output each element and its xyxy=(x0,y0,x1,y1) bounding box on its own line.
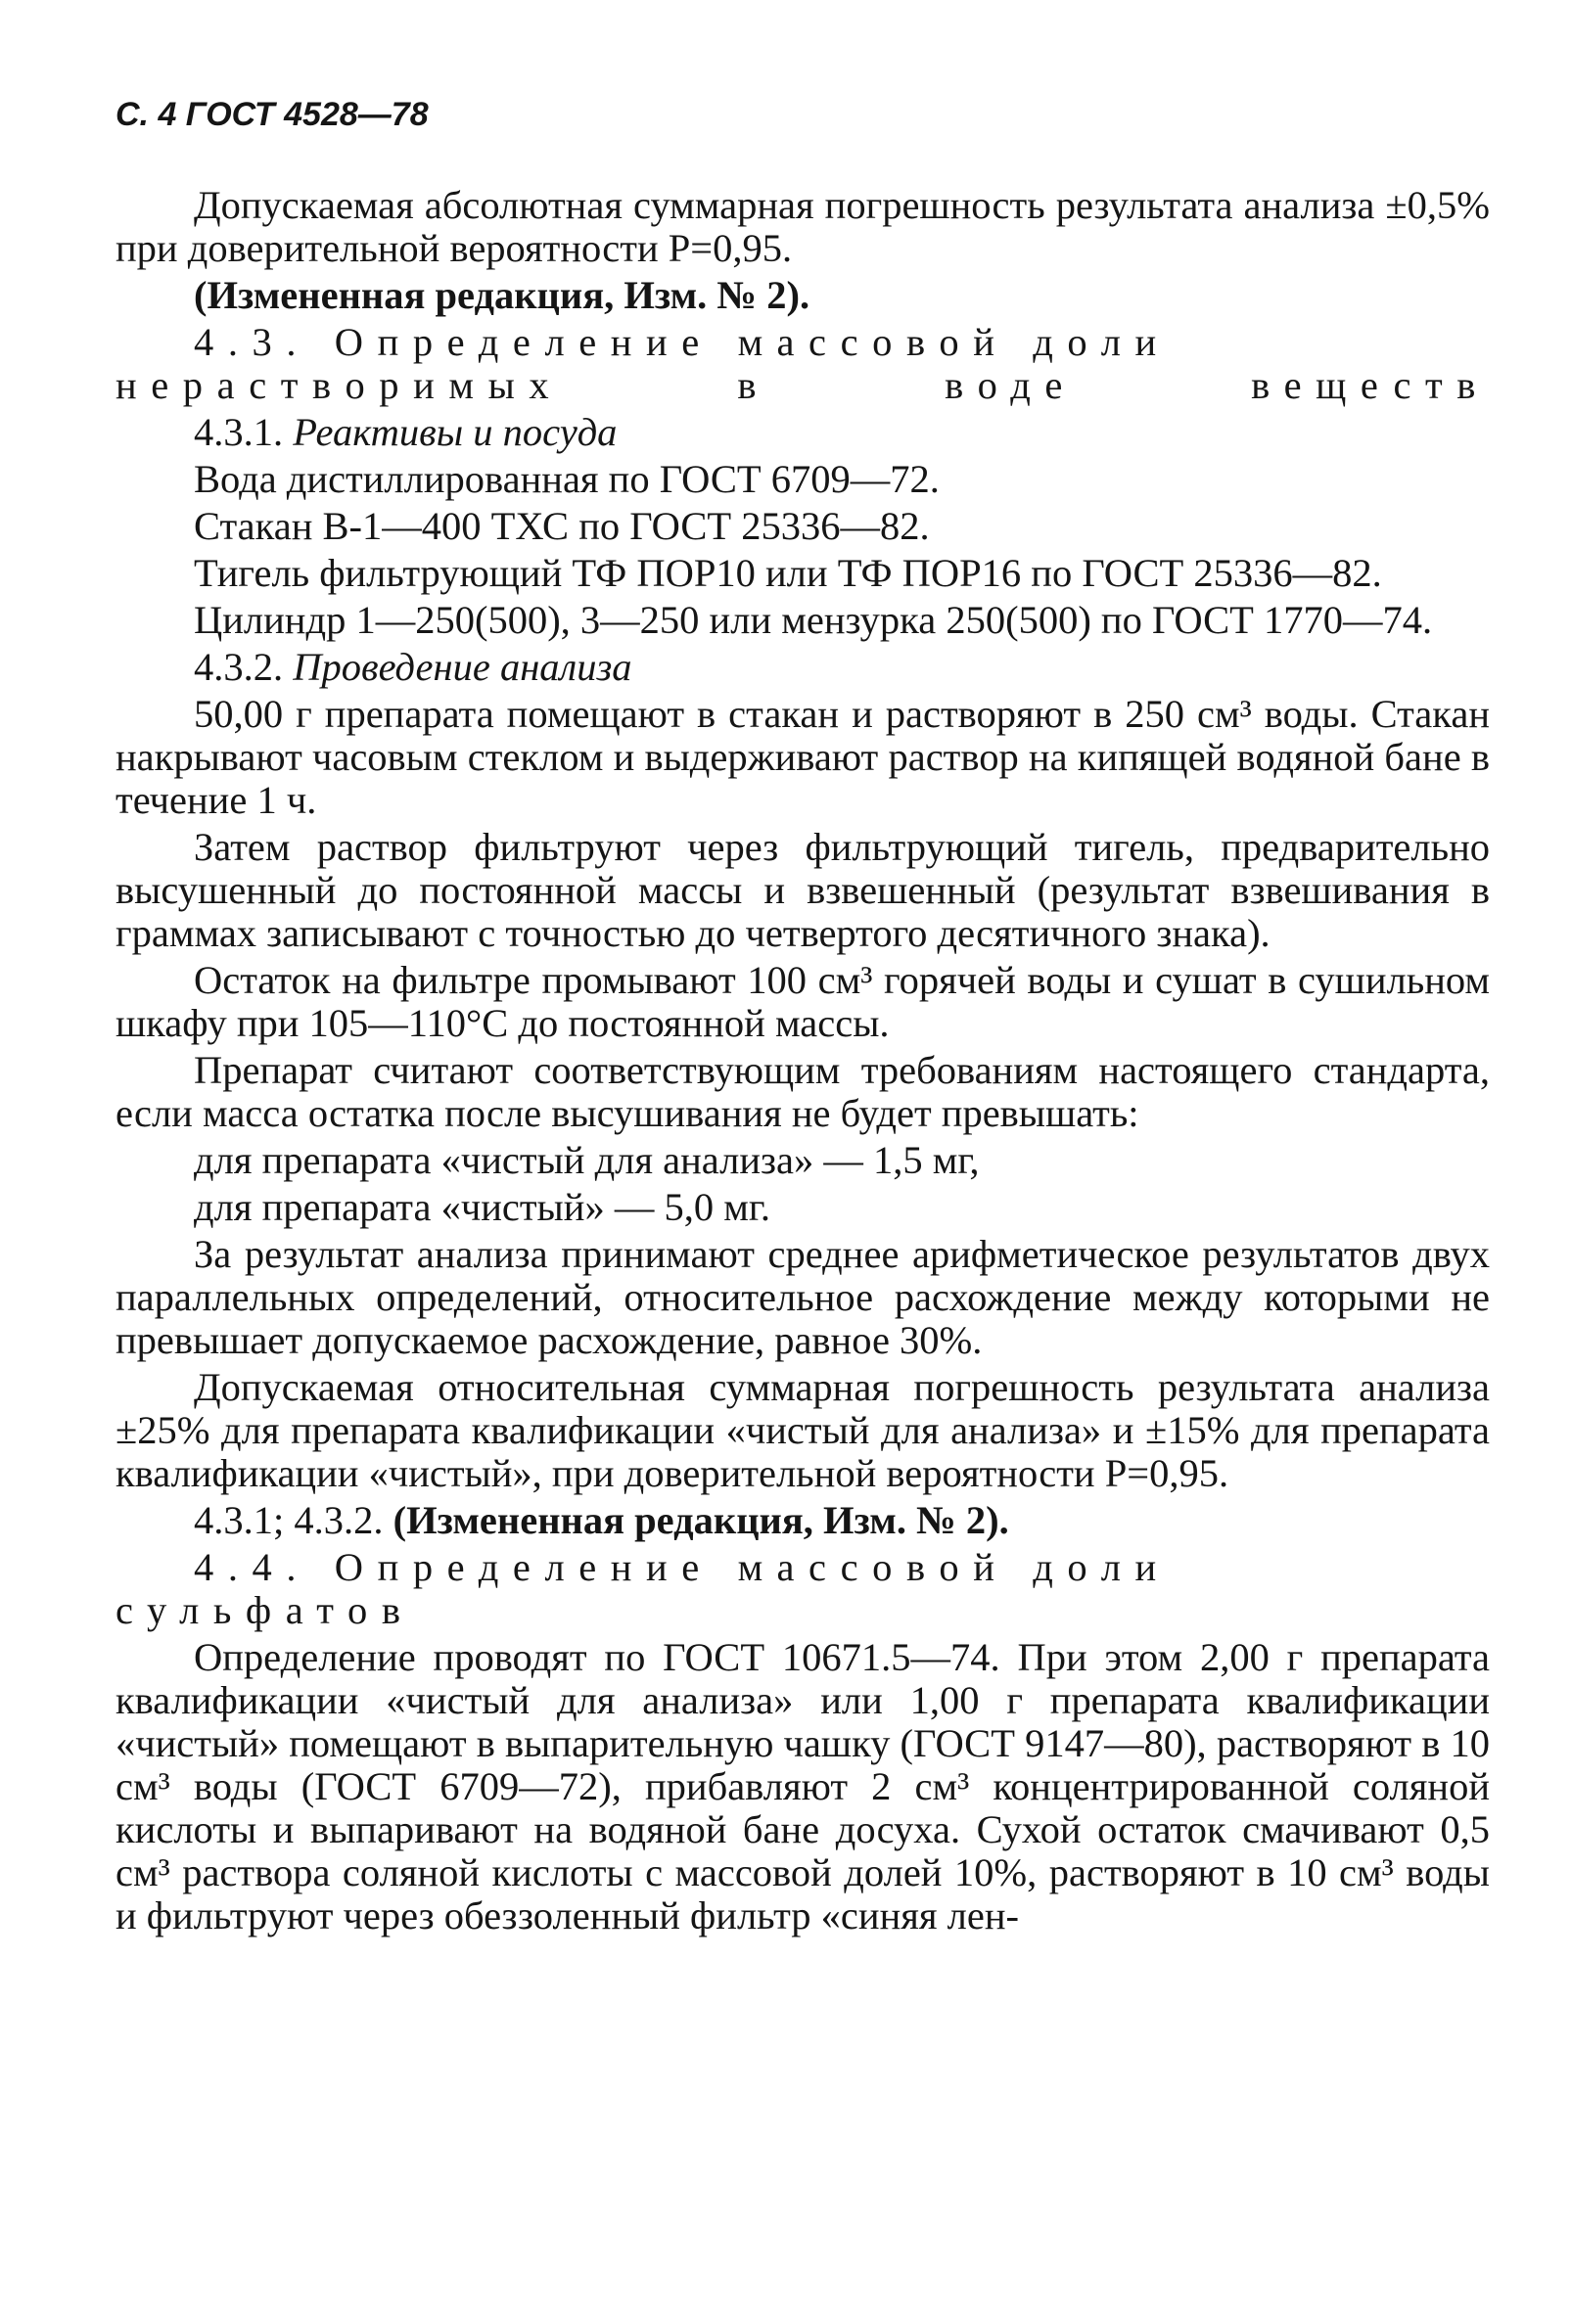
page-header: С. 4 ГОСТ 4528—78 xyxy=(116,96,429,133)
amendment-note xyxy=(116,274,1490,317)
amendment-note-text: (Измененная редакция, Изм. № 2). xyxy=(393,1498,1009,1542)
amendment-note-4-3 xyxy=(116,1499,1490,1542)
paragraph-requirements: Препарат считают соответствующим требованиям настоящего стандарта, если масса остатка после высушивания не будет превышать: xyxy=(116,1048,1490,1135)
paragraph-sulfates: Определение проводят по ГОСТ 10671.5—74. При этом 2,00 г препарата квалификации «чистый для анализа» или 1,00 г препарата квалификации «чистый» помещают в выпарительную чашку (ГОСТ 9147—80), растворяют в 10 см³ воды (ГОСТ 6709—72), прибавляют 2 см³ концентрированной соляной кислоты и выпаривают на водяной бане досуха. Сухой остаток смачивают 0,5 см³ раствора соляной кислоты с массовой долей 10%, растворяют в 10 см³ воды и фильтруют через обеззоленный фильтр «синяя лен- xyxy=(116,1635,1490,1937)
section-4-3-heading: 4.3. Определение массовой доли нерастворимых в воде веществ xyxy=(116,320,1490,407)
subsection-4-3-2 xyxy=(116,646,1490,689)
subsection-number: 4.3.2. xyxy=(194,645,284,689)
amendment-note-text: (Измененная редакция, Изм. № 2). xyxy=(194,273,810,317)
paragraph-dissolve: 50,00 г препарата помещают в стакан и растворяют в 250 см³ воды. Стакан накрывают часовым стеклом и выдерживают раствор на кипящей водяной бане в течение 1 ч. xyxy=(116,692,1490,822)
paragraph-filter: Затем раствор фильтруют через фильтрующий тигель, предварительно высушенный до постоянной массы и взвешенный (результат взвешивания в граммах записывают с точностью до четвертого десятичного знака). xyxy=(116,825,1490,955)
paragraph-result: За результат анализа принимают среднее арифметическое результатов двух параллельных определений, относительное расхождение между которыми не превышает допускаемое расхождение, равное 30%. xyxy=(116,1232,1490,1362)
paragraph-residue: Остаток на фильтре промывают 100 см³ горячей воды и сушат в сушильном шкафу при 105—110°С до постоянной массы. xyxy=(116,958,1490,1045)
subsection-title: Реактивы и посуда xyxy=(293,410,618,454)
requirement-pure-analysis: для препарата «чистый для анализа» — 1,5 мг, xyxy=(194,1138,980,1182)
requirement-pure: для препарата «чистый» — 5,0 мг. xyxy=(194,1185,770,1229)
paragraph-rel-error: Допускаемая относительная суммарная погрешность результата анализа ±25% для препарата квалификации «чистый для анализа» и ±15% для препарата квалификации «чистый», при доверительной вероятности Р=0,95. xyxy=(116,1365,1490,1495)
reagent-cylinder: Цилиндр 1—250(500), 3—250 или мензурка 250(500) по ГОСТ 1770—74. xyxy=(194,598,1433,642)
reagent-beaker: Стакан В-1—400 ТХС по ГОСТ 25336—82. xyxy=(194,504,930,548)
paragraph-abs-error: Допускаемая абсолютная суммарная погрешность результата анализа ±0,5% при доверительной вероятности Р=0,95. xyxy=(116,183,1490,270)
subsection-number: 4.3.1. xyxy=(194,410,284,454)
reagent-water: Вода дистиллированная по ГОСТ 6709—72. xyxy=(194,457,940,501)
subsection-title: Проведение анализа xyxy=(293,645,632,689)
subsection-4-3-1 xyxy=(116,411,1490,454)
reagent-crucible: Тигель фильтрующий ТФ ПОР10 или ТФ ПОР16 по ГОСТ 25336—82. xyxy=(194,551,1382,595)
amendment-section-refs: 4.3.1; 4.3.2. xyxy=(194,1498,384,1542)
section-4-4-heading: 4.4. Определение массовой доли сульфатов xyxy=(116,1545,1171,1632)
document-body xyxy=(116,184,1490,1941)
